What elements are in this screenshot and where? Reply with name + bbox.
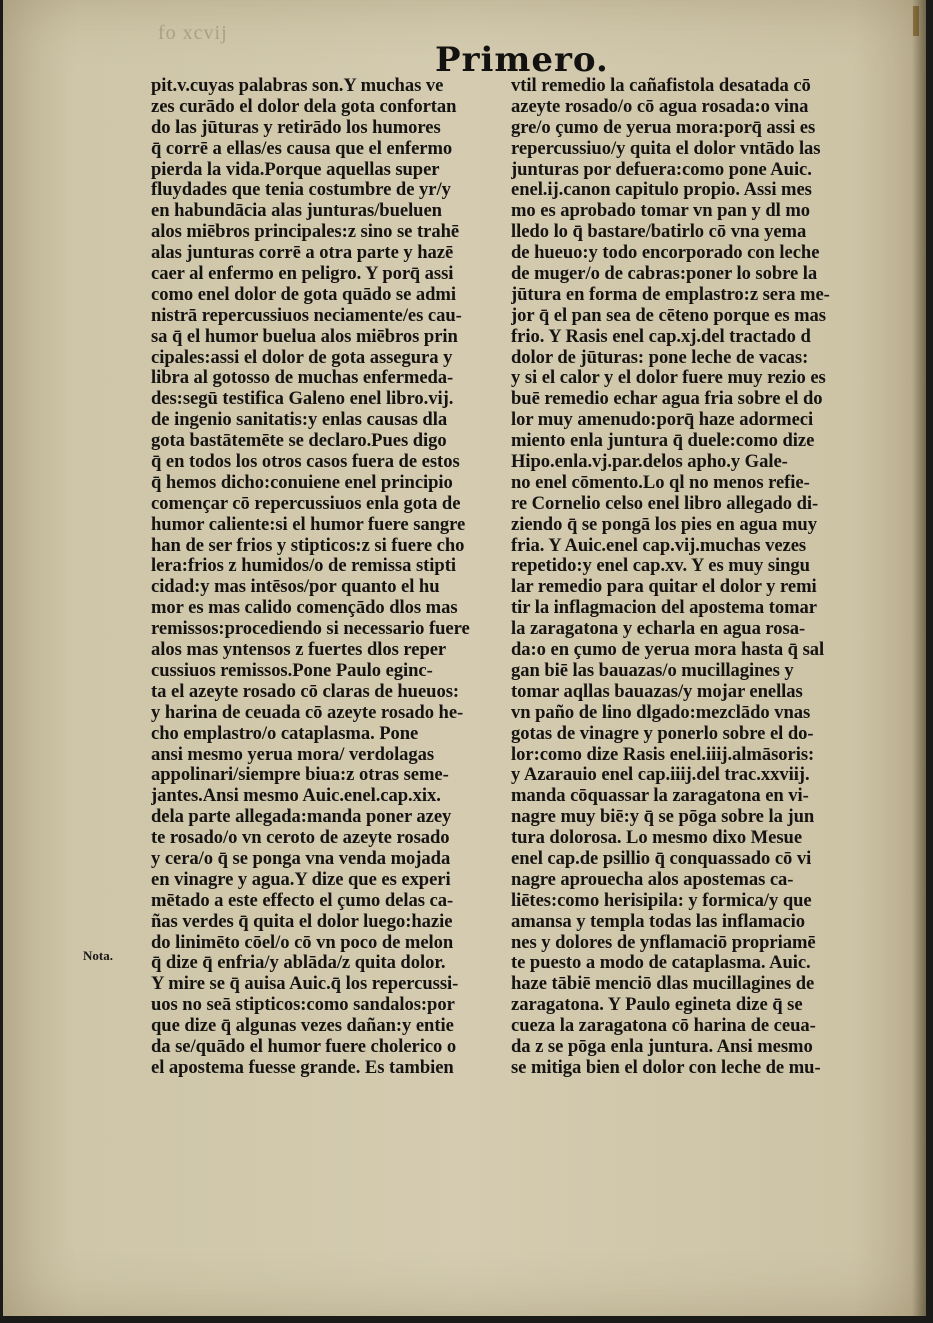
text-line: como enel dolor de gota quādo se admi xyxy=(151,284,456,305)
text-line: gre/o çumo de yerua mora:porq̄ assi es xyxy=(511,117,816,138)
running-head: Primero. xyxy=(435,40,609,80)
text-line: cueza la zaragatona cō harina de ceua- xyxy=(511,1016,816,1037)
text-line: libra al gotosso de muchas enfermeda- xyxy=(151,368,454,389)
text-line: dela parte allegada:manda poner azey xyxy=(151,807,452,828)
text-line: Hipo.enla.vj.par.delos apho.y Gale- xyxy=(511,452,788,473)
text-line: alos mas yntensos z fuertes dlos reper xyxy=(151,640,447,661)
text-line: do linimēto cōel/o cō vn poco de melon xyxy=(151,932,454,953)
text-column-left xyxy=(151,76,491,1079)
folio-number: fo xcvij xyxy=(158,22,228,44)
text-line: cussiuos remissos.Pone Paulo eginc- xyxy=(151,660,433,681)
text-line: enel cap.de psillio q̄ conquassado cō vi xyxy=(511,848,812,869)
text-line: y si el calor y el dolor fuere muy rezio es xyxy=(511,368,826,389)
text-line: repetido:y enel cap.xv. Y es muy singu xyxy=(511,556,810,577)
text-line: dolor de jūturas: pone leche de vacas: xyxy=(511,347,809,368)
text-line: q̄ en todos los otros casos fuera de estos xyxy=(151,452,460,473)
text-line: nagre muy biē:y q̄ se pōga sobre la jun xyxy=(511,807,815,828)
text-line: da se/quādo el humor fuere cholerico o xyxy=(151,1036,457,1057)
text-line: no enel cōmento.Lo ql no menos refie- xyxy=(511,472,810,493)
text-line: gan biē las bauazas/o mucillagines y xyxy=(511,660,794,681)
text-line: han de ser frios y stipticos:z si fuere cho xyxy=(151,535,465,556)
text-line: haze tābiē menciō dlas mucillagines de xyxy=(511,974,815,995)
text-line: començar cō repercussiuos enla gota de xyxy=(151,493,461,514)
text-line: da:o en çumo de yerua mora hasta q̄ sal xyxy=(511,640,825,661)
text-line: cidad:y mas intēsos/por quanto el hu xyxy=(151,577,440,598)
text-line: amansa y templa todas las inflamacio xyxy=(511,911,805,932)
text-line: repercussiuo/y quita el dolor vntādo las xyxy=(511,138,821,159)
text-line: la zaragatona y echarla en agua rosa- xyxy=(511,619,806,640)
text-line: tomar aqllas bauazas/y mojar enellas xyxy=(511,681,803,702)
text-line: uos no seā stipticos:como sandalos:por xyxy=(151,995,455,1016)
text-line: lor muy amenudo:porq̄ haze adormeci xyxy=(511,410,814,431)
text-line: nistrā repercussiuos neciamente/es cau- xyxy=(151,305,462,326)
text-line: gotas de vinagre y ponerlo sobre el do- xyxy=(511,723,814,744)
text-line: q̄ hemos dicho:conuiene enel principio xyxy=(151,472,453,493)
text-line: liētes:como herisipila: y formica/y que xyxy=(511,890,812,911)
text-line: zaragatona. Y Paulo egineta dize q̄ se xyxy=(511,995,803,1016)
text-line: ansi mesmo yerua mora/ verdolagas xyxy=(151,744,435,765)
text-line: q̄ corrē a ellas/es causa que el enfermo xyxy=(151,138,453,159)
text-line: te rosado/o vn ceroto de azeyte rosado xyxy=(151,828,450,849)
text-line: gota bastātemēte se declaro.Pues digo xyxy=(151,431,447,452)
text-line: de muger/o de cabras:poner lo sobre la xyxy=(511,264,818,285)
book-page xyxy=(3,0,926,1316)
text-line: de hueuo:y todo encorporado con leche xyxy=(511,243,820,264)
text-line: lor:como dize Rasis enel.iiij.almāsoris: xyxy=(511,744,815,765)
text-line: caer al enfermo en peligro. Y porq̄ assi xyxy=(151,264,454,285)
text-line: junturas por defuera:como pone Auic. xyxy=(511,159,812,180)
text-line: da z se pōga enla juntura. Ansi mesmo xyxy=(511,1036,813,1057)
text-line: frio. Y Rasis enel cap.xj.del tractado d xyxy=(511,326,811,347)
text-line: mor es mas calido començādo dlos mas xyxy=(151,598,458,619)
text-line: y Azarauio enel cap.iiij.del trac.xxviij. xyxy=(511,765,810,786)
text-line: buē remedio echar agua fria sobre el do xyxy=(511,389,823,410)
text-line: jūtura en forma de emplastro:z sera me- xyxy=(511,284,830,305)
text-line: mētado a este effecto el çumo delas ca- xyxy=(151,890,454,911)
text-line: cho emplastro/o cataplasma. Pone xyxy=(151,723,419,744)
text-line: jantes.Ansi mesmo Auic.enel.cap.xix. xyxy=(151,786,441,807)
text-line: manda cōquassar la zaragatona en vi- xyxy=(511,786,809,807)
text-line: se mitiga bien el dolor con leche de mu- xyxy=(511,1057,821,1078)
text-line: fluydades que tenia costumbre de yr/y xyxy=(151,180,451,201)
text-line: fria. Y Auic.enel cap.vij.muchas vezes xyxy=(511,535,807,556)
page-edge-mark xyxy=(913,6,919,36)
text-line: vn paño de lino dlgado:mezclādo vnas xyxy=(511,702,811,723)
text-line: en habundācia alas junturas/bueluen xyxy=(151,201,442,222)
text-line: sa q̄ el humor buelua alos miēbros prin xyxy=(151,326,458,347)
text-line: lera:frios z humidos/o de remissa stipti xyxy=(151,556,456,577)
marginal-note: Nota. xyxy=(83,948,113,963)
text-line: nagre aprouecha alos apostemas ca- xyxy=(511,869,794,890)
text-line: el apostema fuesse grande. Es tambien xyxy=(151,1057,454,1078)
text-line: lledo lo q̄ bastare/batirlo cō vna yema xyxy=(511,222,807,243)
text-line: ta el azeyte rosado cō claras de hueuos: xyxy=(151,681,460,702)
text-line: enel.ij.canon capitulo propio. Assi mes xyxy=(511,180,812,201)
text-line: pit.v.cuyas palabras son.Y muchas ve xyxy=(151,76,444,96)
text-line: zes curādo el dolor dela gota confortan xyxy=(151,96,457,117)
text-line: lar remedio para quitar el dolor y remi xyxy=(511,577,817,598)
text-line: cipales:assi el dolor de gota assegura y xyxy=(151,347,453,368)
text-line: azeyte rosado/o cō agua rosada:o vina xyxy=(511,96,809,117)
text-line: y cera/o q̄ se ponga vna venda mojada xyxy=(151,848,451,869)
text-line: mo es aprobado tomar vn pan y dl mo xyxy=(511,201,810,222)
text-line: pierda la vida.Porque aquellas super xyxy=(151,159,440,180)
text-line: alas junturas corrē a otra parte y hazē xyxy=(151,243,454,264)
text-line: nes y dolores de ynflamaciō propriamē xyxy=(511,932,816,953)
text-line: do las jūturas y retirādo los humores xyxy=(151,117,441,138)
text-line: remissos:procediendo si necessario fuere xyxy=(151,619,470,640)
text-line: vtil remedio la cañafistola desatada cō xyxy=(511,76,811,96)
text-line: tura dolorosa. Lo mesmo dixo Mesue xyxy=(511,828,803,849)
text-line: de ingenio sanitatis:y enlas causas dla xyxy=(151,410,448,431)
text-line: ziendo q̄ se pongā los pies en agua muy xyxy=(511,514,817,535)
text-line: miento enla juntura q̄ duele:como dize xyxy=(511,431,815,452)
text-line: jor q̄ el pan sea de cēteno porque es mas xyxy=(511,305,826,326)
text-line: tir la inflagmacion del apostema tomar xyxy=(511,598,817,619)
text-line: te puesto a modo de cataplasma. Auic. xyxy=(511,953,811,974)
text-line: humor caliente:si el humor fuere sangre xyxy=(151,514,466,535)
text-line: ñas verdes q̄ quita el dolor luego:hazie xyxy=(151,911,453,932)
text-line: re Cornelio celso enel libro allegado di- xyxy=(511,493,819,514)
text-line: alos miēbros principales:z sino se trahē xyxy=(151,222,460,243)
text-line: appolinari/siempre biua:z otras seme- xyxy=(151,765,449,786)
text-line: que dize q̄ algunas vezes dañan:y entie xyxy=(151,1016,454,1037)
text-line: des:segū testifica Galeno enel libro.vij. xyxy=(151,389,454,410)
text-line: Y mire se q̄ auisa Auic.q̄ los repercussi- xyxy=(151,974,459,995)
text-column-right xyxy=(511,76,851,1079)
text-line: q̄ dize q̄ enfria/y ablāda/z quita dolor. xyxy=(151,953,446,974)
text-line: en vinagre y agua.Y dize que es experi xyxy=(151,869,451,890)
text-line: y harina de ceuada cō azeyte rosado he- xyxy=(151,702,464,723)
